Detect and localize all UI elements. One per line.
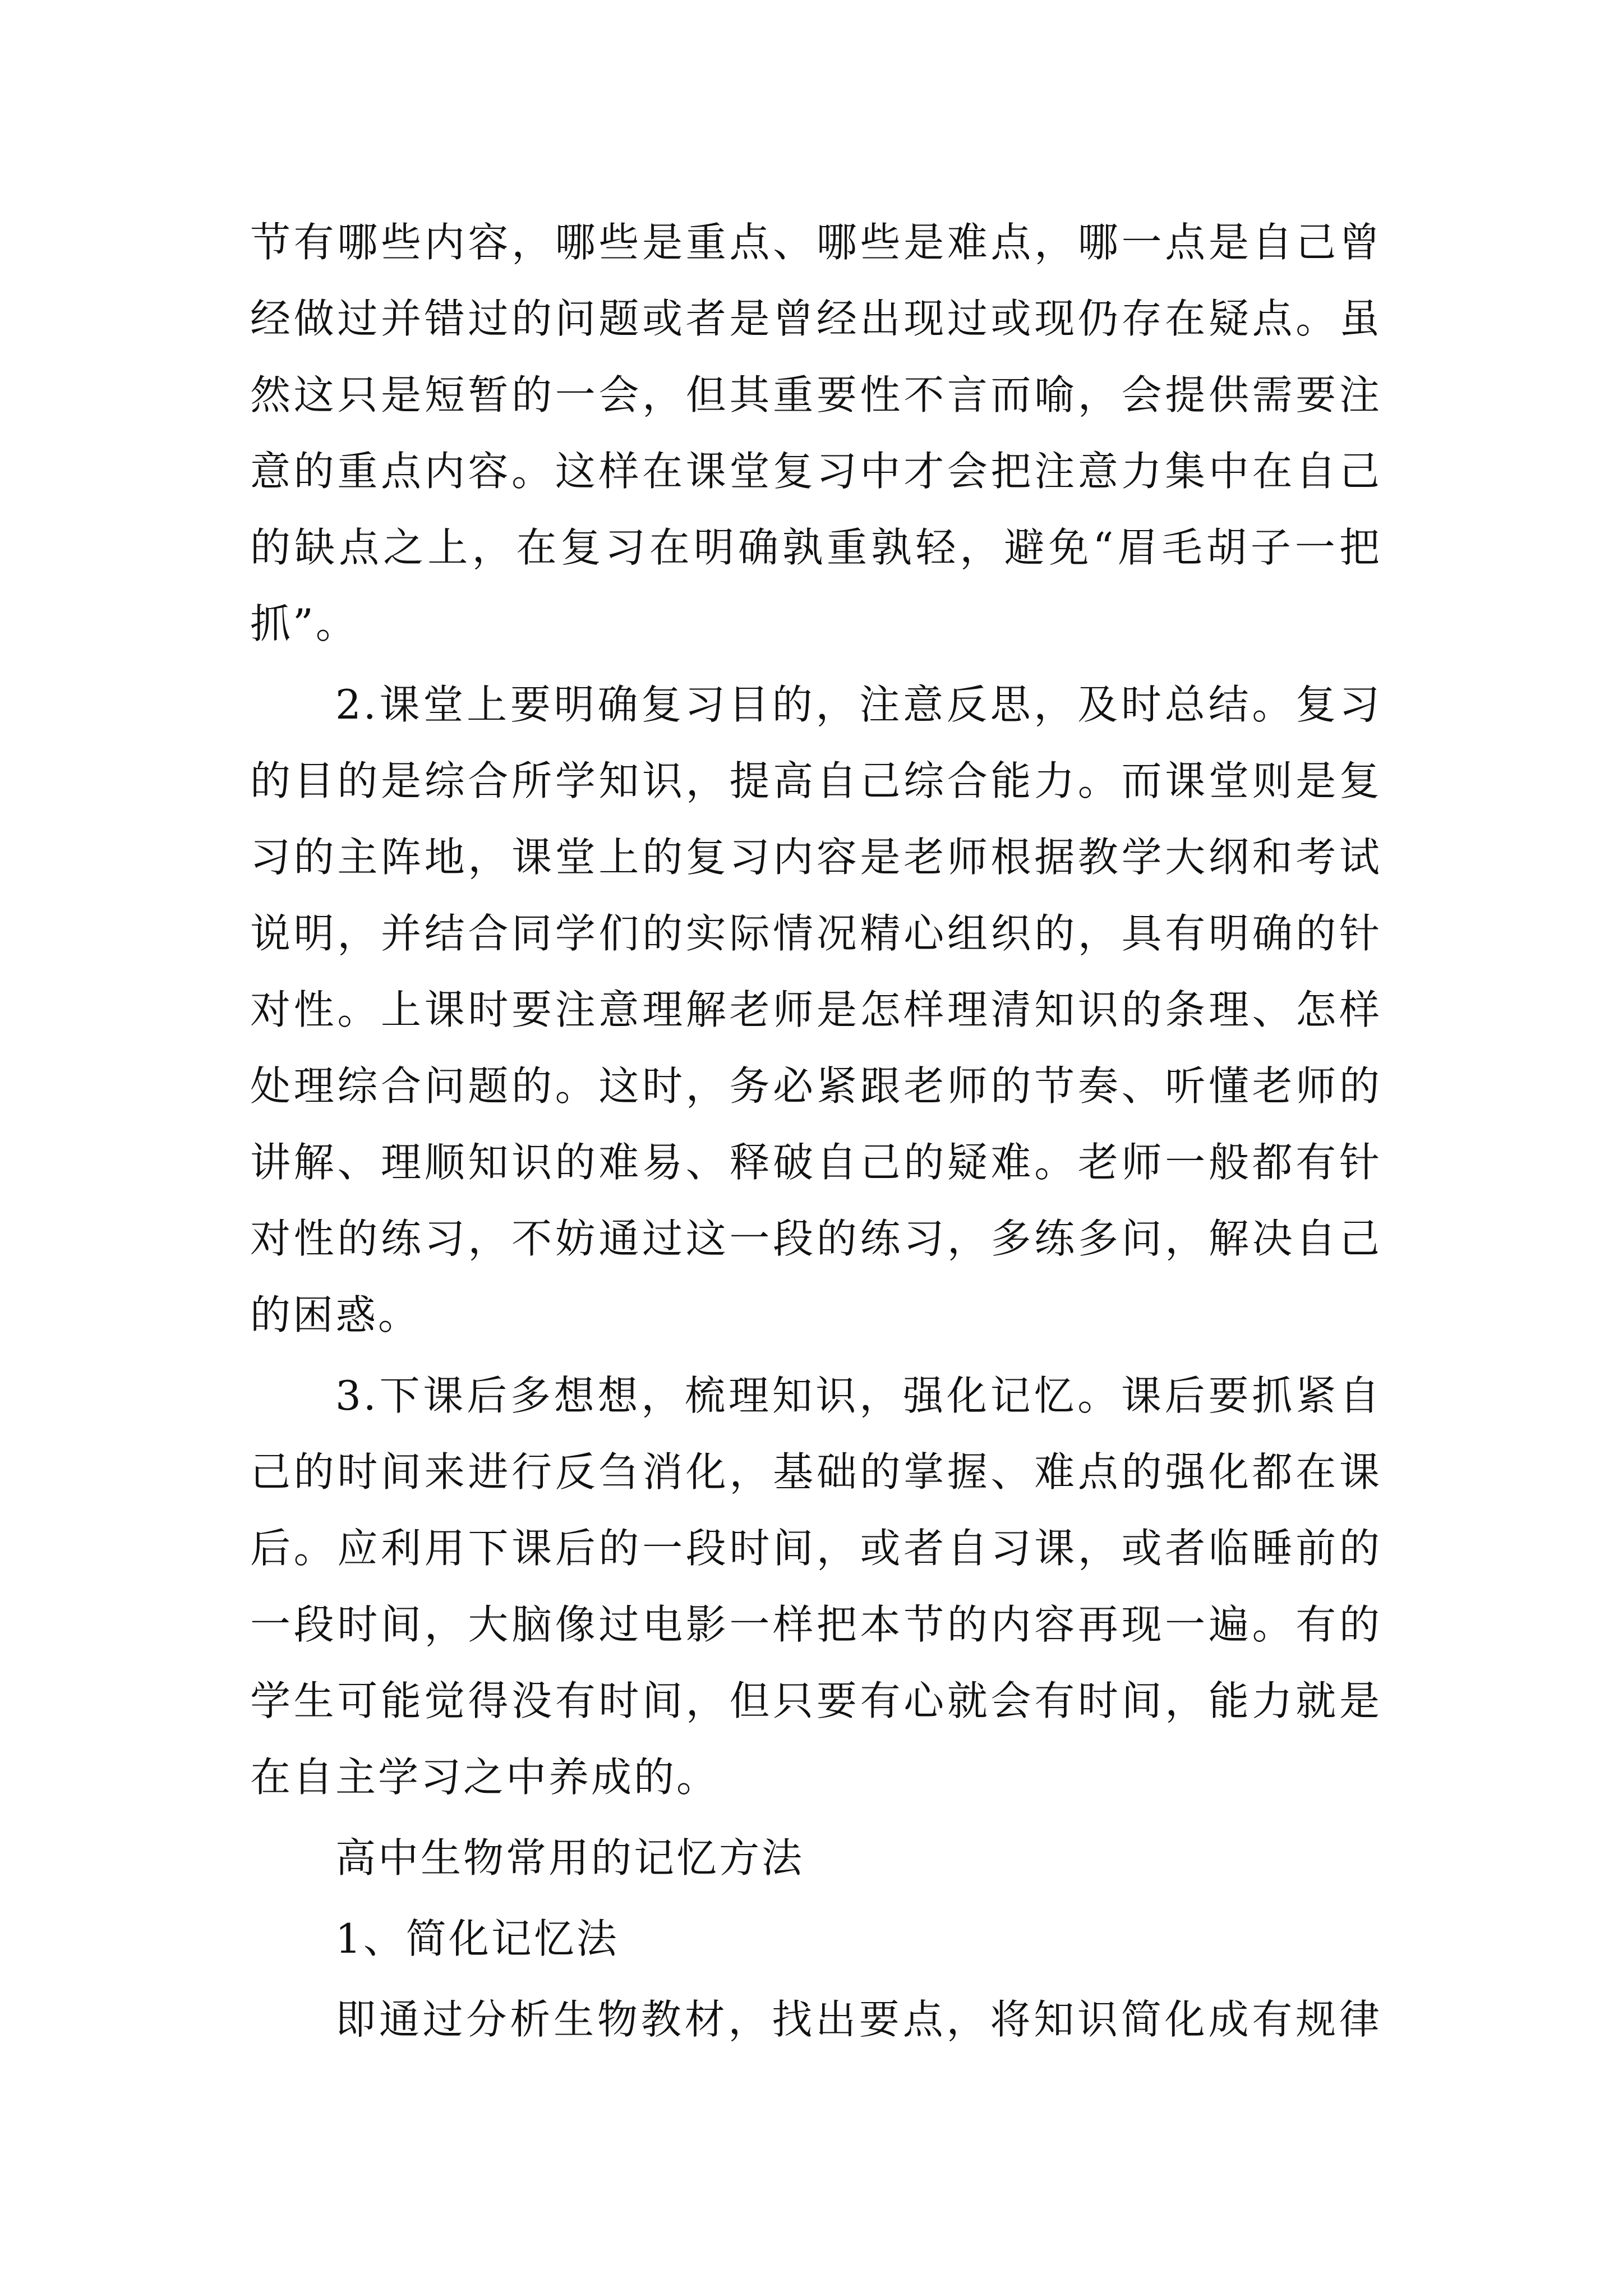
text-line: 意的重点内容。这样在课堂复习中才会把注意力集中在自己 — [250, 448, 1382, 495]
document-body — [250, 204, 1382, 2058]
text-line: 经做过并错过的问题或者是曾经出现过或现仍存在疑点。虽 — [250, 295, 1382, 342]
text-line: 习的主阵地，课堂上的复习内容是老师根据教学大纲和考试 — [250, 834, 1382, 881]
section-heading — [250, 1820, 1382, 1896]
paragraph-after-class — [250, 1358, 1382, 1815]
text-line: 的目的是综合所学知识，提高自己综合能力。而课堂则是复 — [250, 757, 1382, 804]
text-line: 己的时间来进行反刍消化，基础的掌握、难点的强化都在课 — [250, 1448, 1382, 1496]
text-line: 学生可能觉得没有时间，但只要有心就会有时间，能力就是 — [250, 1677, 1382, 1724]
text-line: 3.下课后多想想，梳理知识，强化记忆。课后要抓紧自 — [335, 1372, 1382, 1419]
text-line: 讲解、理顺知识的难易、释破自己的疑难。老师一般都有针 — [250, 1139, 1382, 1186]
paragraph-simplified-memory — [250, 1981, 1382, 2058]
text-line: 抓”。 — [250, 600, 358, 647]
text-line: 说明，并结合同学们的实际情况精心组织的，具有明确的针 — [250, 910, 1382, 957]
section-heading-text: 高中生物常用的记忆方法 — [335, 1834, 805, 1881]
text-line: 一段时间，大脑像过电影一样把本节的内容再现一遍。有的 — [250, 1601, 1382, 1648]
paragraph-classroom-review — [250, 666, 1382, 1353]
subsection-heading — [250, 1901, 1382, 1977]
text-line: 在自主学习之中养成的。 — [250, 1754, 720, 1801]
text-line: 即通过分析生物教材，找出要点，将知识简化成有规律 — [335, 1996, 1382, 2043]
text-line: 的缺点之上，在复习在明确孰重孰轻，避免“眉毛胡子一把 — [250, 524, 1382, 571]
text-line: 处理综合问题的。这时，务必紧跟老师的节奏、听懂老师的 — [250, 1062, 1382, 1110]
text-line: 对性的练习，不妨通过这一段的练习，多练多问，解决自己 — [250, 1215, 1382, 1262]
text-line: 的困惑。 — [250, 1291, 421, 1338]
text-line: 对性。上课时要注意理解老师是怎样理清知识的条理、怎样 — [250, 986, 1382, 1033]
subsection-heading-text: 1、简化记忆法 — [335, 1915, 619, 1962]
text-line: 然这只是短暂的一会，但其重要性不言而喻，会提供需要注 — [250, 371, 1382, 418]
paragraph-review-focus — [250, 204, 1382, 662]
text-line: 节有哪些内容，哪些是重点、哪些是难点，哪一点是自己曾 — [250, 219, 1382, 266]
text-line: 2.课堂上要明确复习目的，注意反思，及时总结。复习 — [335, 681, 1382, 728]
text-line: 后。应利用下课后的一段时间，或者自习课，或者临睡前的 — [250, 1525, 1382, 1572]
